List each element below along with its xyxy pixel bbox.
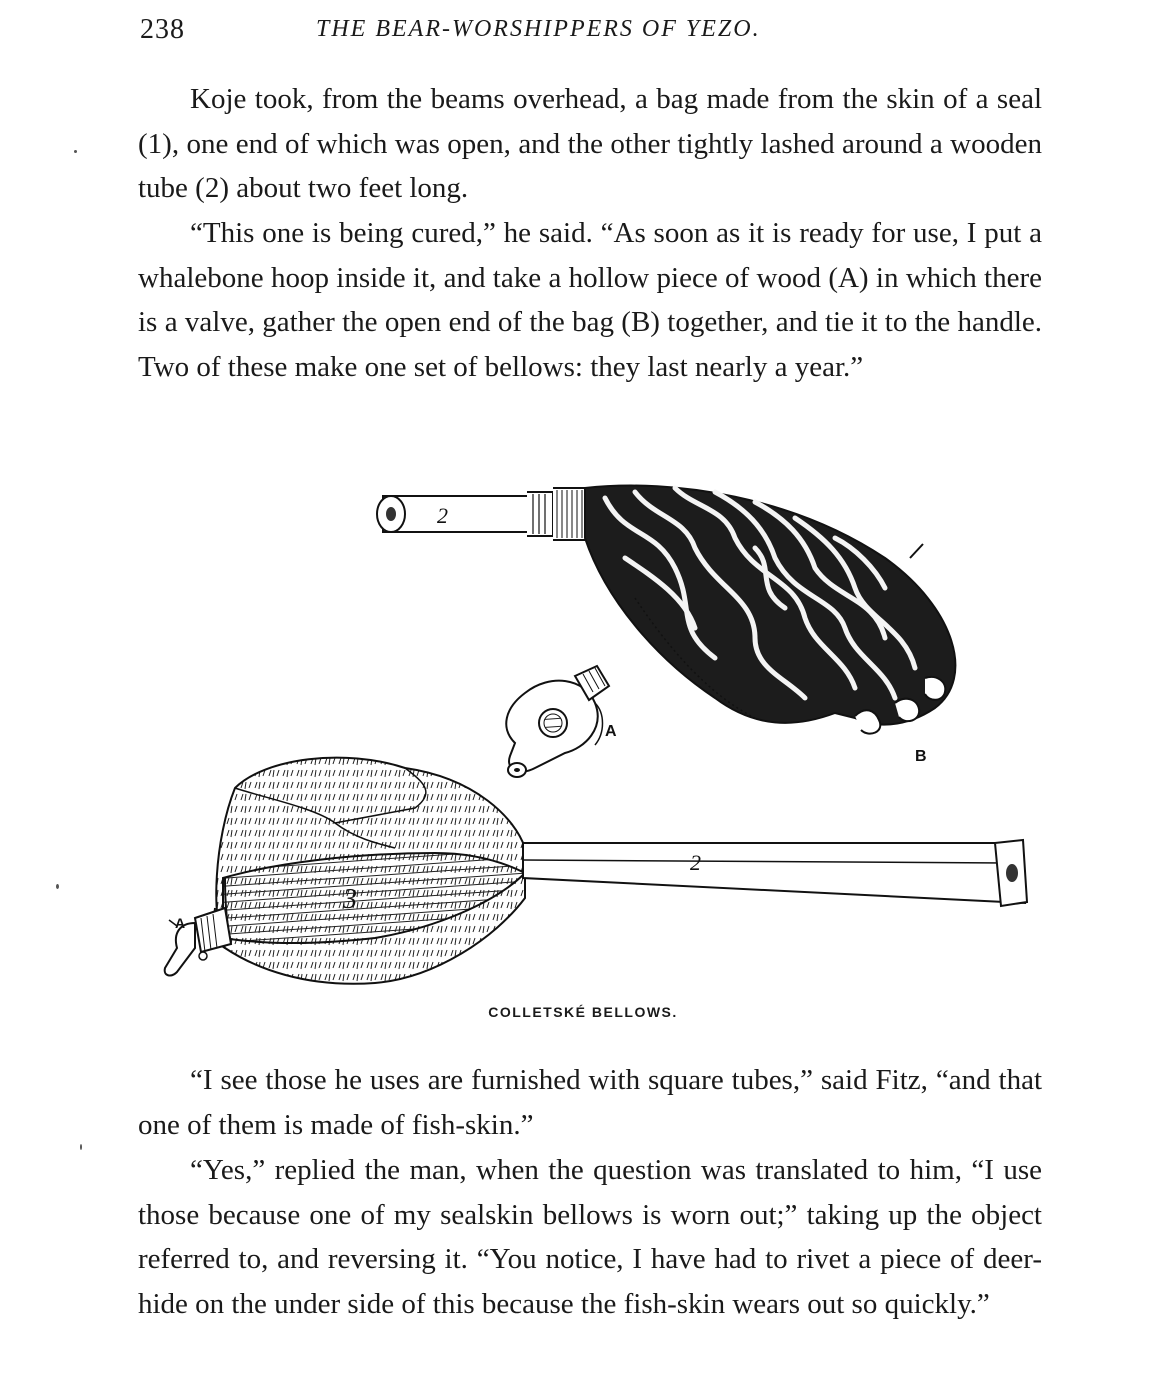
lower-square-tube bbox=[523, 840, 1027, 906]
paragraph-4: “Yes,” replied the man, when the question was translated to him, “I use those because one of my sealskin bellows is worn out;” taking up the object referred to, and reversing it. “You notice, I have had to rivet a piece of deer-hide on the under side of this because the fish-skin wears out so quickly.” bbox=[138, 1154, 1042, 1320]
page-header bbox=[140, 14, 920, 54]
valve-piece bbox=[506, 666, 609, 777]
print-speck bbox=[74, 150, 77, 153]
running-head: THE BEAR-WORSHIPPERS OF YEZO. bbox=[316, 16, 761, 42]
fish-skin-label: 3 bbox=[343, 884, 357, 915]
bag-pointer-line bbox=[910, 544, 923, 558]
fish-skin-bag bbox=[165, 758, 525, 984]
bellows-illustration bbox=[155, 478, 1040, 998]
bag-open-end-label: B bbox=[915, 748, 927, 765]
upper-tube bbox=[377, 488, 587, 540]
paragraph-2: “This one is being cured,” he said. “As soon as it is ready for use, I put a whalebone hoop inside it, and take a hollow piece of wood (A) in which there is a valve, gather the open end of the bag (B) together, and tie it to the handle. Two of these make one set of bellows: they last nearly a year.” bbox=[138, 217, 1042, 383]
print-speck bbox=[80, 1144, 82, 1150]
page-number: 238 bbox=[140, 14, 185, 45]
sealskin-bag bbox=[585, 486, 955, 734]
valve-lower-label: A bbox=[175, 915, 186, 931]
paragraph-3: “I see those he uses are furnished with square tubes,” said Fitz, “and that one of them is made of fish-skin.” bbox=[138, 1064, 1042, 1141]
tube-upper-label: 2 bbox=[437, 503, 448, 528]
figure-caption: COLLETSKÉ BELLOWS. bbox=[488, 1004, 678, 1020]
paragraph-1: Koje took, from the beams overhead, a bag made from the skin of a seal (1), one end of which was open, and the other tightly lashed around a wooden tube (2) about two feet long. bbox=[138, 83, 1042, 204]
valve-label: A bbox=[605, 723, 617, 740]
bag-upper-label: 1 bbox=[927, 538, 928, 539]
tube-lower-label: 2 bbox=[690, 850, 701, 875]
print-speck bbox=[56, 884, 59, 889]
